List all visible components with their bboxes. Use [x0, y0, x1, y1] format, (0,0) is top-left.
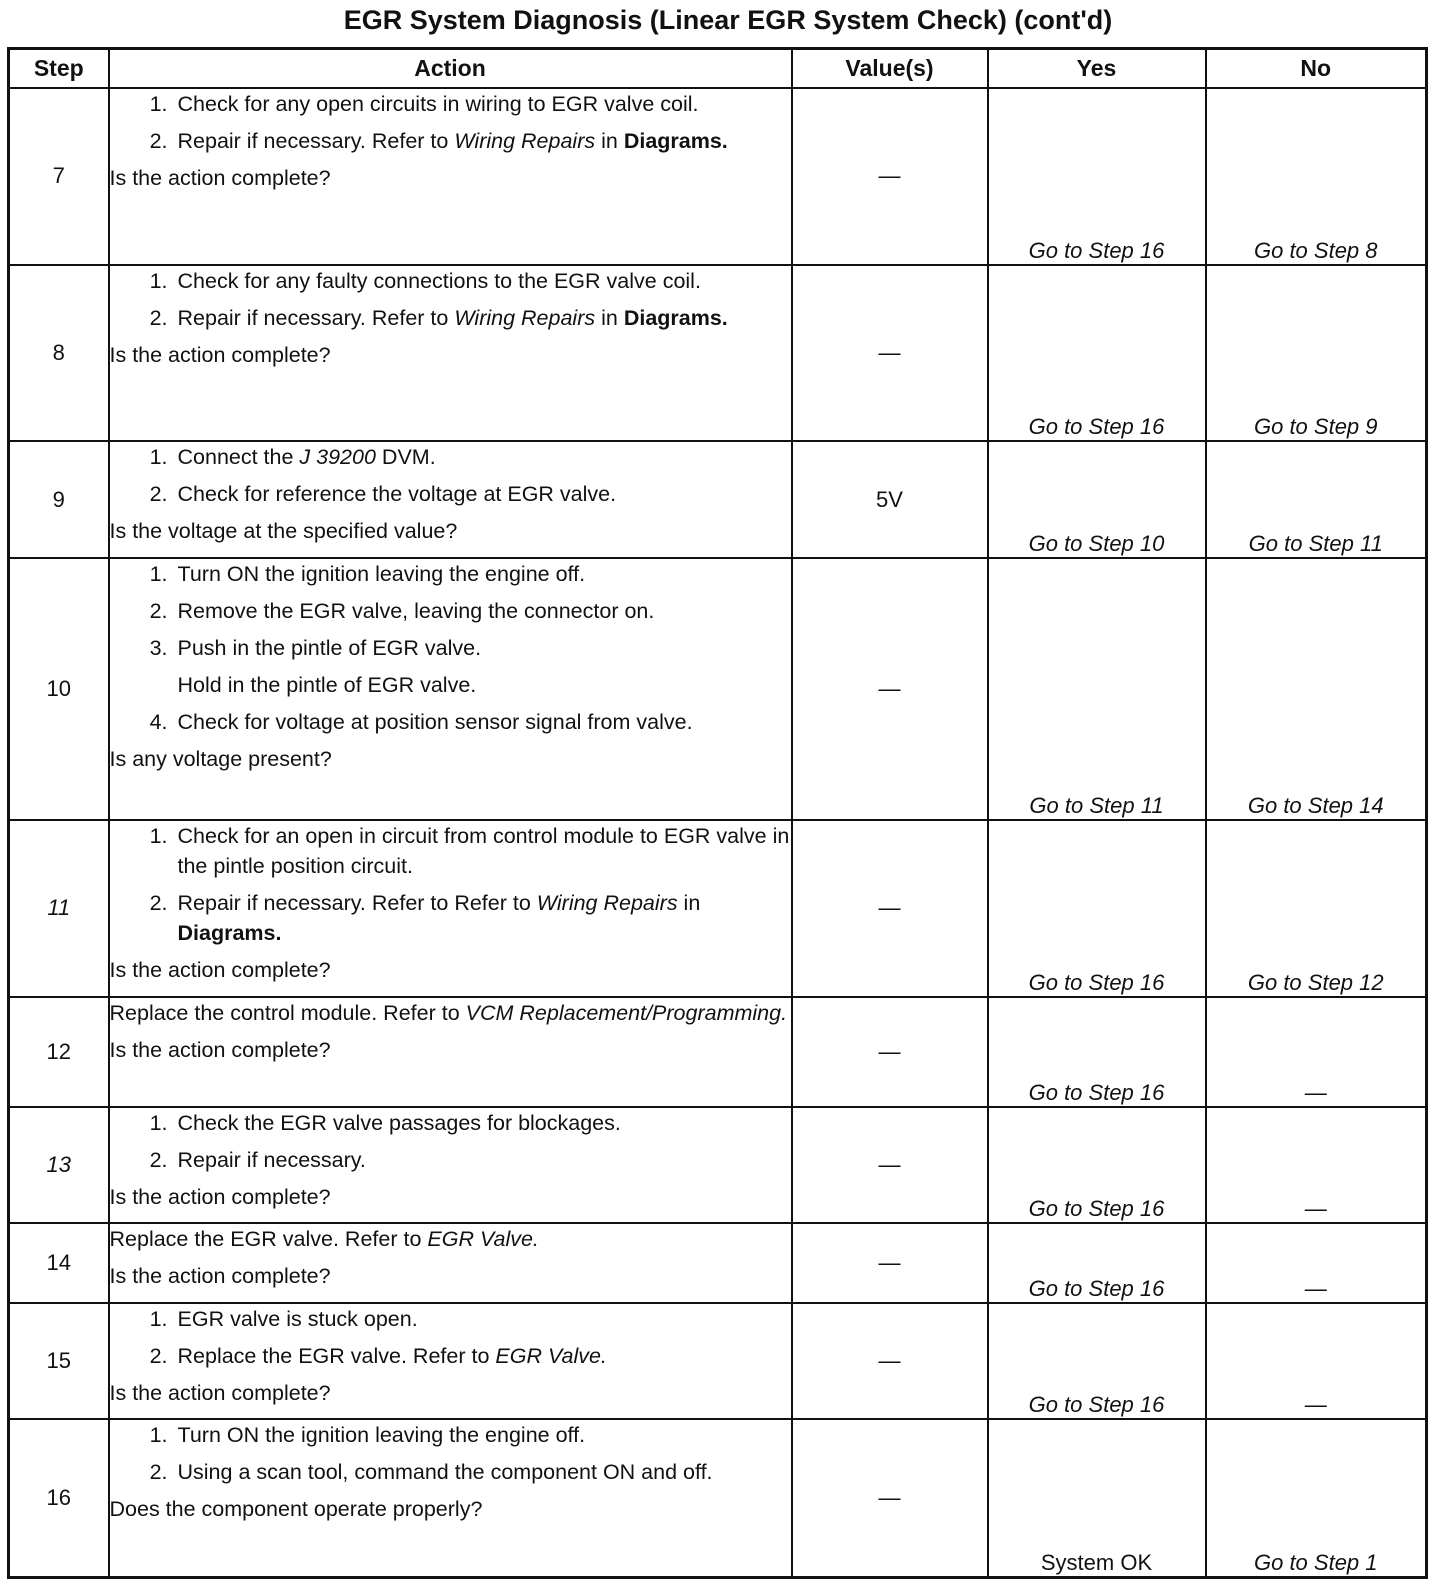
action-item: 2. Using a scan tool, command the component ON and off.: [149, 1459, 713, 1484]
question-text: Is the action complete?: [109, 166, 331, 190]
value-cell: —: [792, 820, 988, 997]
step-number: 14: [9, 1223, 109, 1302]
no-cell: Go to Step 1: [1206, 1419, 1427, 1578]
action-cell: [109, 88, 792, 265]
yes-cell: System OK: [988, 1419, 1206, 1578]
action-item: 2. Repair if necessary. Refer to Wiring Repairs in Diagrams.: [149, 305, 728, 330]
header-action: Action: [109, 49, 792, 89]
yes-cell: Go to Step 16: [988, 820, 1206, 997]
yes-cell: Go to Step 16: [988, 1303, 1206, 1419]
action-cell: [109, 1419, 792, 1578]
action-item: 1. Check for an open in circuit from control module to EGR valve in the pintle position circuit.: [149, 824, 790, 879]
question-text: Does the component operate properly?: [109, 1496, 483, 1521]
question-text: Is the action complete?: [109, 958, 331, 983]
action-item: 3. Push in the pintle of EGR valve.: [149, 636, 482, 661]
value-cell: —: [792, 1419, 988, 1578]
action-item: 1. EGR valve is stuck open.: [149, 1306, 418, 1331]
table-row: [9, 265, 1427, 442]
value-cell: —: [792, 265, 988, 442]
action-item-continuation: Hold in the pintle of EGR valve.: [177, 673, 477, 698]
question-text: Is the action complete?: [109, 1380, 331, 1405]
action-item: 2. Replace the EGR valve. Refer to EGR Valve.: [149, 1343, 607, 1368]
action-cell: [109, 997, 792, 1107]
document-title: EGR System Diagnosis (Linear EGR System Check) (cont'd): [343, 5, 1113, 35]
question-text: Is the action complete?: [109, 1185, 331, 1210]
table-header-row: [9, 49, 1427, 89]
no-cell: Go to Step 9: [1206, 265, 1427, 442]
action-cell: [109, 558, 792, 820]
action-text: Replace the EGR valve. Refer to EGR Valve.: [109, 1227, 539, 1252]
value-cell: —: [792, 1223, 988, 1302]
table-row: [9, 441, 1427, 558]
reference-link-text: Wiring Repairs: [454, 129, 596, 153]
tool-reference: J 39200: [299, 445, 376, 470]
action-cell: [109, 1303, 792, 1419]
reference-link-text: Wiring Repairs: [536, 891, 678, 916]
action-item: 2. Repair if necessary.: [149, 1148, 366, 1173]
action-item: 2. Repair if necessary. Refer to Refer to Wiring Repairs in Diagrams.: [149, 891, 701, 946]
yes-cell: Go to Step 16: [988, 1107, 1206, 1223]
action-item: 1. Check the EGR valve passages for blockages.: [149, 1111, 621, 1136]
value-cell: —: [792, 88, 988, 265]
table-row: [9, 1419, 1427, 1578]
question-text: Is the action complete?: [109, 1037, 331, 1062]
yes-cell: Go to Step 16: [988, 1223, 1206, 1302]
value-cell: 5V: [792, 441, 988, 558]
table-row: [9, 820, 1427, 997]
action-cell: [109, 820, 792, 997]
question-text: Is the voltage at the specified value?: [109, 519, 458, 544]
step-number: 13: [9, 1107, 109, 1223]
reference-link-text: EGR Valve.: [495, 1343, 607, 1368]
step-number: 12: [9, 997, 109, 1107]
no-cell: —: [1206, 1303, 1427, 1419]
yes-cell: Go to Step 16: [988, 265, 1206, 442]
no-cell: —: [1206, 1223, 1427, 1302]
step-number: 16: [9, 1419, 109, 1578]
action-item: 1. Check for any faulty connections to the EGR valve coil.: [149, 268, 701, 293]
table-row: [9, 558, 1427, 820]
action-item: 1. Check for any open circuits in wiring to EGR valve coil.: [149, 92, 699, 116]
diagnosis-table: [7, 47, 1428, 1579]
header-no: No: [1206, 49, 1427, 89]
reference-link-text: Wiring Repairs: [454, 305, 596, 330]
question-text: Is any voltage present?: [109, 747, 332, 772]
action-cell: [109, 265, 792, 442]
table-row: [9, 997, 1427, 1107]
table-row: [9, 1107, 1427, 1223]
no-cell: —: [1206, 1107, 1427, 1223]
action-item: 2. Remove the EGR valve, leaving the connector on.: [149, 599, 655, 624]
action-cell: [109, 441, 792, 558]
reference-link-text: EGR Valve.: [427, 1227, 539, 1252]
table-row: [9, 1303, 1427, 1419]
step-number: 8: [9, 265, 109, 442]
question-text: Is the action complete?: [109, 1264, 331, 1289]
yes-cell: Go to Step 11: [988, 558, 1206, 820]
step-number: 11: [9, 820, 109, 997]
yes-cell: Go to Step 16: [988, 997, 1206, 1107]
header-yes: Yes: [988, 49, 1206, 89]
value-cell: —: [792, 997, 988, 1107]
no-cell: —: [1206, 997, 1427, 1107]
value-cell: —: [792, 558, 988, 820]
action-item: 1. Connect the J 39200 DVM.: [149, 445, 436, 470]
action-item: 1. Turn ON the ignition leaving the engine off.: [149, 562, 586, 587]
action-cell: [109, 1223, 792, 1302]
action-cell: [109, 1107, 792, 1223]
action-text: Replace the control module. Refer to VCM Replacement/Programming.: [109, 1000, 788, 1025]
no-cell: Go to Step 11: [1206, 441, 1427, 558]
header-step: Step: [9, 49, 109, 89]
header-values: Value(s): [792, 49, 988, 89]
action-item: 4. Check for voltage at position sensor signal from valve.: [149, 710, 693, 735]
action-item: 2. Repair if necessary. Refer to Wiring Repairs in Diagrams.: [149, 129, 728, 153]
step-number: 7: [9, 88, 109, 265]
no-cell: Go to Step 14: [1206, 558, 1427, 820]
table-row: [9, 88, 1427, 265]
no-cell: Go to Step 12: [1206, 820, 1427, 997]
step-number: 9: [9, 441, 109, 558]
value-cell: —: [792, 1107, 988, 1223]
action-item: 2. Check for reference the voltage at EGR valve.: [149, 482, 617, 507]
yes-cell: Go to Step 10: [988, 441, 1206, 558]
value-cell: —: [792, 1303, 988, 1419]
table-row: [9, 1223, 1427, 1302]
question-text: Is the action complete?: [109, 342, 331, 367]
step-number: 15: [9, 1303, 109, 1419]
reference-link-text: VCM Replacement/Programming.: [465, 1000, 788, 1025]
no-cell: Go to Step 8: [1206, 88, 1427, 265]
action-item: 1. Turn ON the ignition leaving the engine off.: [149, 1422, 586, 1447]
step-number: 10: [9, 558, 109, 820]
yes-cell: Go to Step 16: [988, 88, 1206, 265]
